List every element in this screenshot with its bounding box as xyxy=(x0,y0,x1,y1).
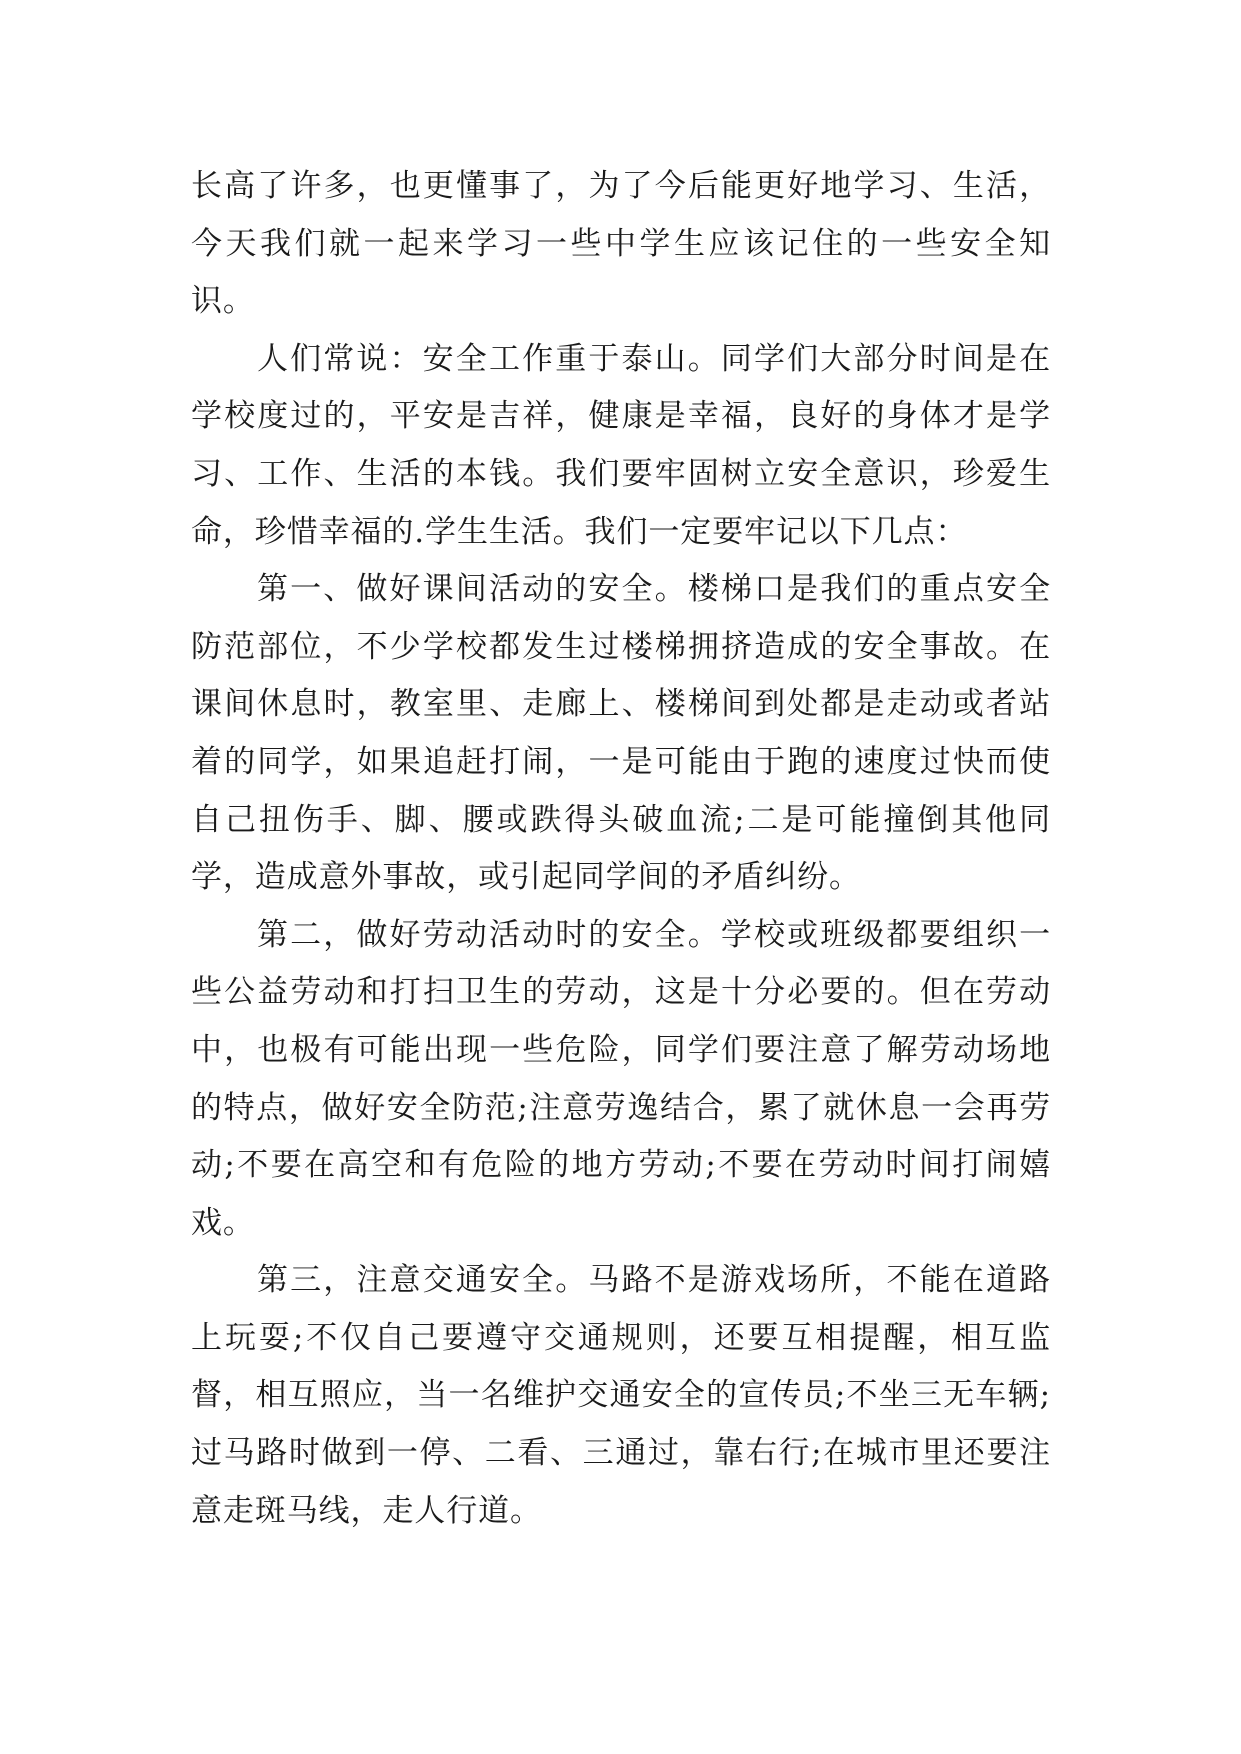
paragraph-intro: 人们常说：安全工作重于泰山。同学们大部分时间是在学校度过的，平安是吉祥，健康是幸福，良好的身体才是学习、工作、生活的本钱。我们要牢固树立安全意识，珍爱生命，珍惜幸福的.学生生活。我们一定要牢记以下几点： xyxy=(191,340,1051,550)
paragraph-continuation: 长高了许多，也更懂事了，为了今后能更好地学习、生活，今天我们就一起来学习一些中学生应该记住的一些安全知识。 xyxy=(191,168,1051,320)
paragraph-point-three: 第三，注意交通安全。马路不是游戏场所，不能在道路上玩耍;不仅自己要遵守交通规则，还要互相提醒，相互监督，相互照应，当一名维护交通安全的宣传员;不坐三无车辆;过马路时做到一停、二看、三通过，靠右行;在城市里还要注意走斑马线，走人行道。 xyxy=(191,1262,1051,1529)
document-body xyxy=(191,158,1051,1540)
paragraph-point-one: 第一、做好课间活动的安全。楼梯口是我们的重点安全防范部位，不少学校都发生过楼梯拥挤造成的安全事故。在课间休息时，教室里、走廊上、楼梯间到处都是走动或者站着的同学，如果追赶打闹，一是可能由于跑的速度过快而使自己扭伤手、脚、腰或跌得头破血流;二是可能撞倒其他同学，造成意外事故，或引起同学间的矛盾纠纷。 xyxy=(191,571,1051,896)
paragraph-point-two: 第二，做好劳动活动时的安全。学校或班级都要组织一些公益劳动和打扫卫生的劳动，这是十分必要的。但在劳动中，也极有可能出现一些危险，同学们要注意了解劳动场地的特点，做好安全防范;注意劳逸结合，累了就休息一会再劳动;不要在高空和有危险的地方劳动;不要在劳动时间打闹嬉戏。 xyxy=(191,916,1051,1241)
